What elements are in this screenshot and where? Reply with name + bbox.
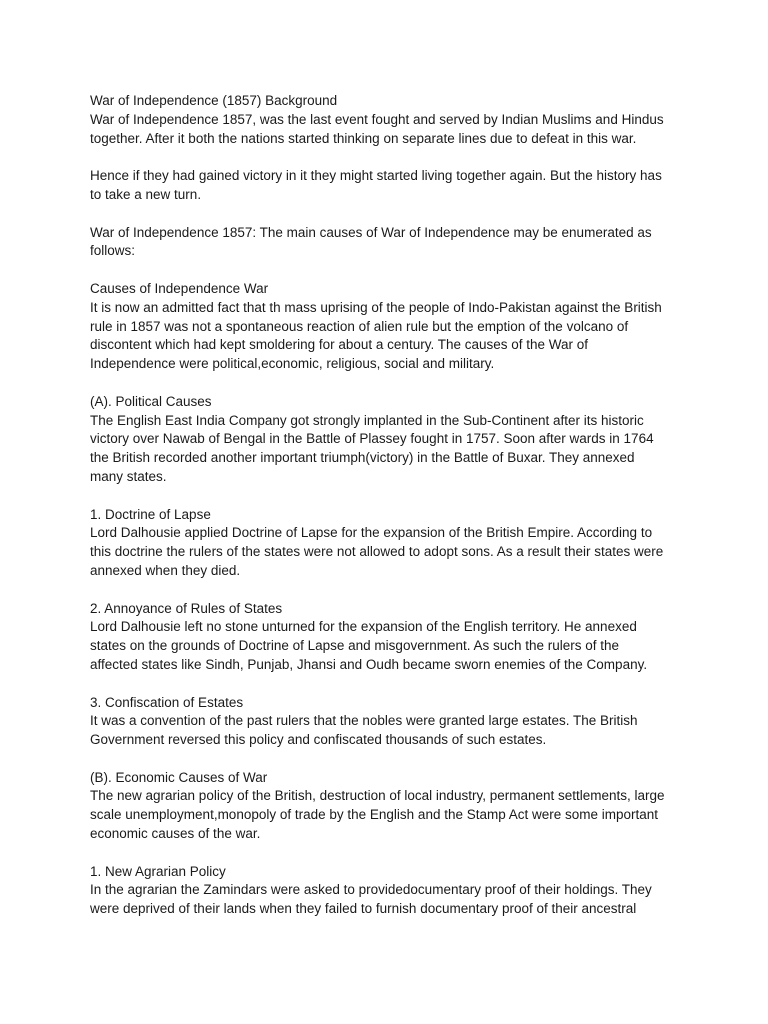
text-line: were deprived of their lands when they failed to furnish documentary proof of their ancestral bbox=[90, 901, 637, 917]
text-line: Independence were political,economic, religious, social and military. bbox=[90, 356, 495, 372]
text-line: It is now an admitted fact that th mass uprising of the people of Indo-Pakistan against the British bbox=[90, 299, 662, 315]
text-line: economic causes of the war. bbox=[90, 826, 261, 842]
paragraph-causes-of-independence-war bbox=[90, 280, 690, 374]
paragraph-background bbox=[90, 92, 690, 148]
text-line: follows: bbox=[90, 243, 136, 259]
text-line: scale unemployment,monopoly of trade by the English and the Stamp Act were some important bbox=[90, 807, 659, 823]
text-line: annexed when they died. bbox=[90, 562, 241, 578]
text-line: together. After it both the nations started thinking on separate lines due to defeat in this war. bbox=[90, 130, 637, 146]
text-line: rule in 1857 was not a spontaneous reaction of alien rule but the emption of the volcano of bbox=[90, 318, 629, 334]
text-line: The English East India Company got strongly implanted in the Sub-Continent after its historic bbox=[90, 412, 644, 428]
text-line: Government reversed this policy and confiscated thousands of such estates. bbox=[90, 732, 547, 748]
heading-causes-of-independence-war: Causes of Independence War bbox=[90, 280, 269, 296]
text-line: many states. bbox=[90, 468, 167, 484]
heading-new-agrarian-policy: 1. New Agrarian Policy bbox=[90, 863, 226, 879]
text-line: victory over Nawab of Bengal in the Battle of Plassey fought in 1757. Soon after wards in 1764 bbox=[90, 431, 654, 447]
text-line: The new agrarian policy of the British, destruction of local industry, permanent settlements, large bbox=[90, 788, 665, 804]
heading-war-background: War of Independence (1857) Background bbox=[90, 93, 338, 108]
paragraph-new-agrarian-policy bbox=[90, 863, 690, 919]
text-line: Lord Dalhousie left no stone unturned for the expansion of the English territory. He annexed bbox=[90, 619, 637, 635]
document-page bbox=[90, 92, 690, 938]
text-line: War of Independence 1857: The main causes of War of Independence may be enumerated as bbox=[90, 224, 652, 240]
text-line: It was a convention of the past rulers that the nobles were granted large estates. The British bbox=[90, 713, 638, 729]
paragraph-confiscation-of-estates bbox=[90, 694, 690, 750]
paragraph-economic-causes bbox=[90, 769, 690, 844]
paragraph-doctrine-of-lapse bbox=[90, 506, 690, 581]
text-line: states on the grounds of Doctrine of Lapse and misgovernment. As such the rulers of the bbox=[90, 638, 620, 654]
heading-doctrine-of-lapse: 1. Doctrine of Lapse bbox=[90, 506, 211, 522]
heading-political-causes: (A). Political Causes bbox=[90, 393, 212, 409]
text-line: Hence if they had gained victory in it they might started living together again. But the history has bbox=[90, 168, 662, 184]
text-line: Lord Dalhousie applied Doctrine of Lapse for the expansion of the British Empire. According to bbox=[90, 525, 653, 541]
paragraph-main-causes bbox=[90, 224, 690, 262]
text-line: the British recorded another important triumph(victory) in the Battle of Buxar. They annexed bbox=[90, 450, 635, 466]
paragraph-annoyance-of-rules bbox=[90, 600, 690, 675]
paragraph-political-causes bbox=[90, 393, 690, 487]
text-line: affected states like Sindh, Punjab, Jhansi and Oudh became sworn enemies of the Company. bbox=[90, 656, 648, 672]
text-line: In the agrarian the Zamindars were asked to providedocumentary proof of their holdings. They bbox=[90, 882, 652, 898]
text-line: discontent which had kept smoldering for about a century. The causes of the War of bbox=[90, 337, 589, 353]
text-line: to take a new turn. bbox=[90, 186, 202, 202]
heading-confiscation-of-estates: 3. Confiscation of Estates bbox=[90, 694, 244, 710]
text-line: War of Independence 1857, was the last event fought and served by Indian Muslims and Hindus bbox=[90, 111, 664, 127]
heading-economic-causes: (B). Economic Causes of War bbox=[90, 769, 268, 785]
heading-annoyance-of-rules: 2. Annoyance of Rules of States bbox=[90, 600, 283, 616]
paragraph-history-turn bbox=[90, 167, 690, 205]
text-line: this doctrine the rulers of the states were not allowed to adopt sons. As a result their states were bbox=[90, 544, 664, 560]
